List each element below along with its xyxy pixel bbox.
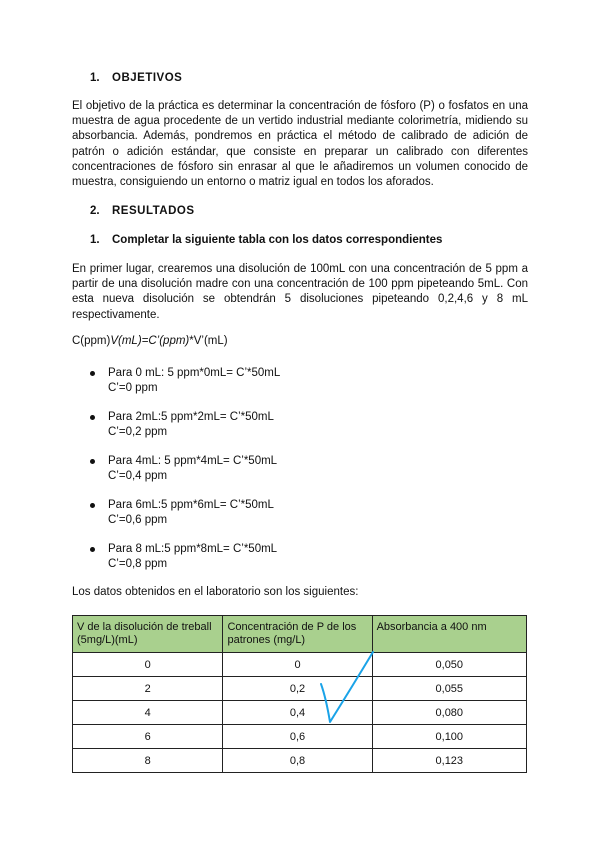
column-header-volume: V de la disolución de treball (5mg/L)(mL) xyxy=(73,616,223,653)
table-cell: 0,2 xyxy=(223,677,372,701)
table-cell: 0,8 xyxy=(223,749,372,773)
table-cell: 0,080 xyxy=(372,701,526,725)
subsection-heading-tabla: 1. Completar la siguiente tabla con los datos correspondientes xyxy=(90,234,443,246)
column-header-absorbance: Absorbancia a 400 nm xyxy=(372,616,526,653)
table-cell: 8 xyxy=(73,749,223,773)
section-heading-objetivos: 1. OBJETIVOS xyxy=(90,72,183,84)
table-cell: 0,050 xyxy=(372,653,526,677)
table-cell: 0 xyxy=(223,653,372,677)
column-header-concentration: Concentración de P de los patrones (mg/L) xyxy=(223,616,372,653)
table-row xyxy=(73,653,527,677)
table-cell: 0,4 xyxy=(223,701,372,725)
list-item: Para 4mL: 5 ppm*4mL= C’*50mL C’=0,4 ppm xyxy=(72,454,372,498)
table-cell: 0,6 xyxy=(223,725,372,749)
bullet-icon xyxy=(90,415,95,420)
table-row xyxy=(73,749,527,773)
bullet-icon xyxy=(90,371,95,376)
bullet-icon xyxy=(90,547,95,552)
section-heading-resultados: 2. RESULTADOS xyxy=(90,205,195,217)
table-cell: 0,100 xyxy=(372,725,526,749)
table-header-row xyxy=(73,616,527,653)
list-item: Para 2mL:5 ppm*2mL= C’*50mL C’=0,2 ppm xyxy=(72,410,372,454)
table-cell: 0 xyxy=(73,653,223,677)
list-item: Para 0 mL: 5 ppm*0mL= C’*50mL C’=0 ppm xyxy=(72,366,372,410)
objetivos-paragraph: El objetivo de la práctica es determinar la concentración de fósforo (P) o fosfatos en una muestra de agua procedente de un vertido industrial mediante colorimetría, midiendo su absorbancia. Además, pondremos en práctica el método de calibrado de adición de patrón o adición estándar, que consiste en preparar un calibrado con diferentes concentraciones de fósforo sin enrasar al que le añadiremos un volumen conocido de muestra, consiguiendo un entorno o matriz igual en todos los aforados. xyxy=(72,100,528,189)
bullet-icon xyxy=(90,503,95,508)
table-row xyxy=(73,677,527,701)
table-row xyxy=(73,725,527,749)
dilution-formula: C(ppm)V(mL)=C’(ppm)*V’(mL) xyxy=(72,335,228,347)
results-table xyxy=(72,615,527,773)
list-item: Para 8 mL:5 ppm*8mL= C’*50mL C’=0,8 ppm xyxy=(72,542,372,586)
table-intro: Los datos obtenidos en el laboratorio son los siguientes: xyxy=(72,586,359,598)
table-cell: 0,123 xyxy=(372,749,526,773)
calculation-list xyxy=(72,366,372,586)
table-cell: 0,055 xyxy=(372,677,526,701)
table-row xyxy=(73,701,527,725)
bullet-icon xyxy=(90,459,95,464)
table-cell: 6 xyxy=(73,725,223,749)
table-cell: 2 xyxy=(73,677,223,701)
resultados-paragraph: En primer lugar, crearemos una disolución de 100mL con una concentración de 5 ppm a partir de una disolución madre con una concentración de 100 ppm pipeteando 5mL. Con esta nueva disolución se obtendrán 5 disoluciones pipeteando 0,2,4,6 y 8 mL respectivamente. xyxy=(72,263,528,321)
table-cell: 4 xyxy=(73,701,223,725)
list-item: Para 6mL:5 ppm*6mL= C’*50mL C’=0,6 ppm xyxy=(72,498,372,542)
